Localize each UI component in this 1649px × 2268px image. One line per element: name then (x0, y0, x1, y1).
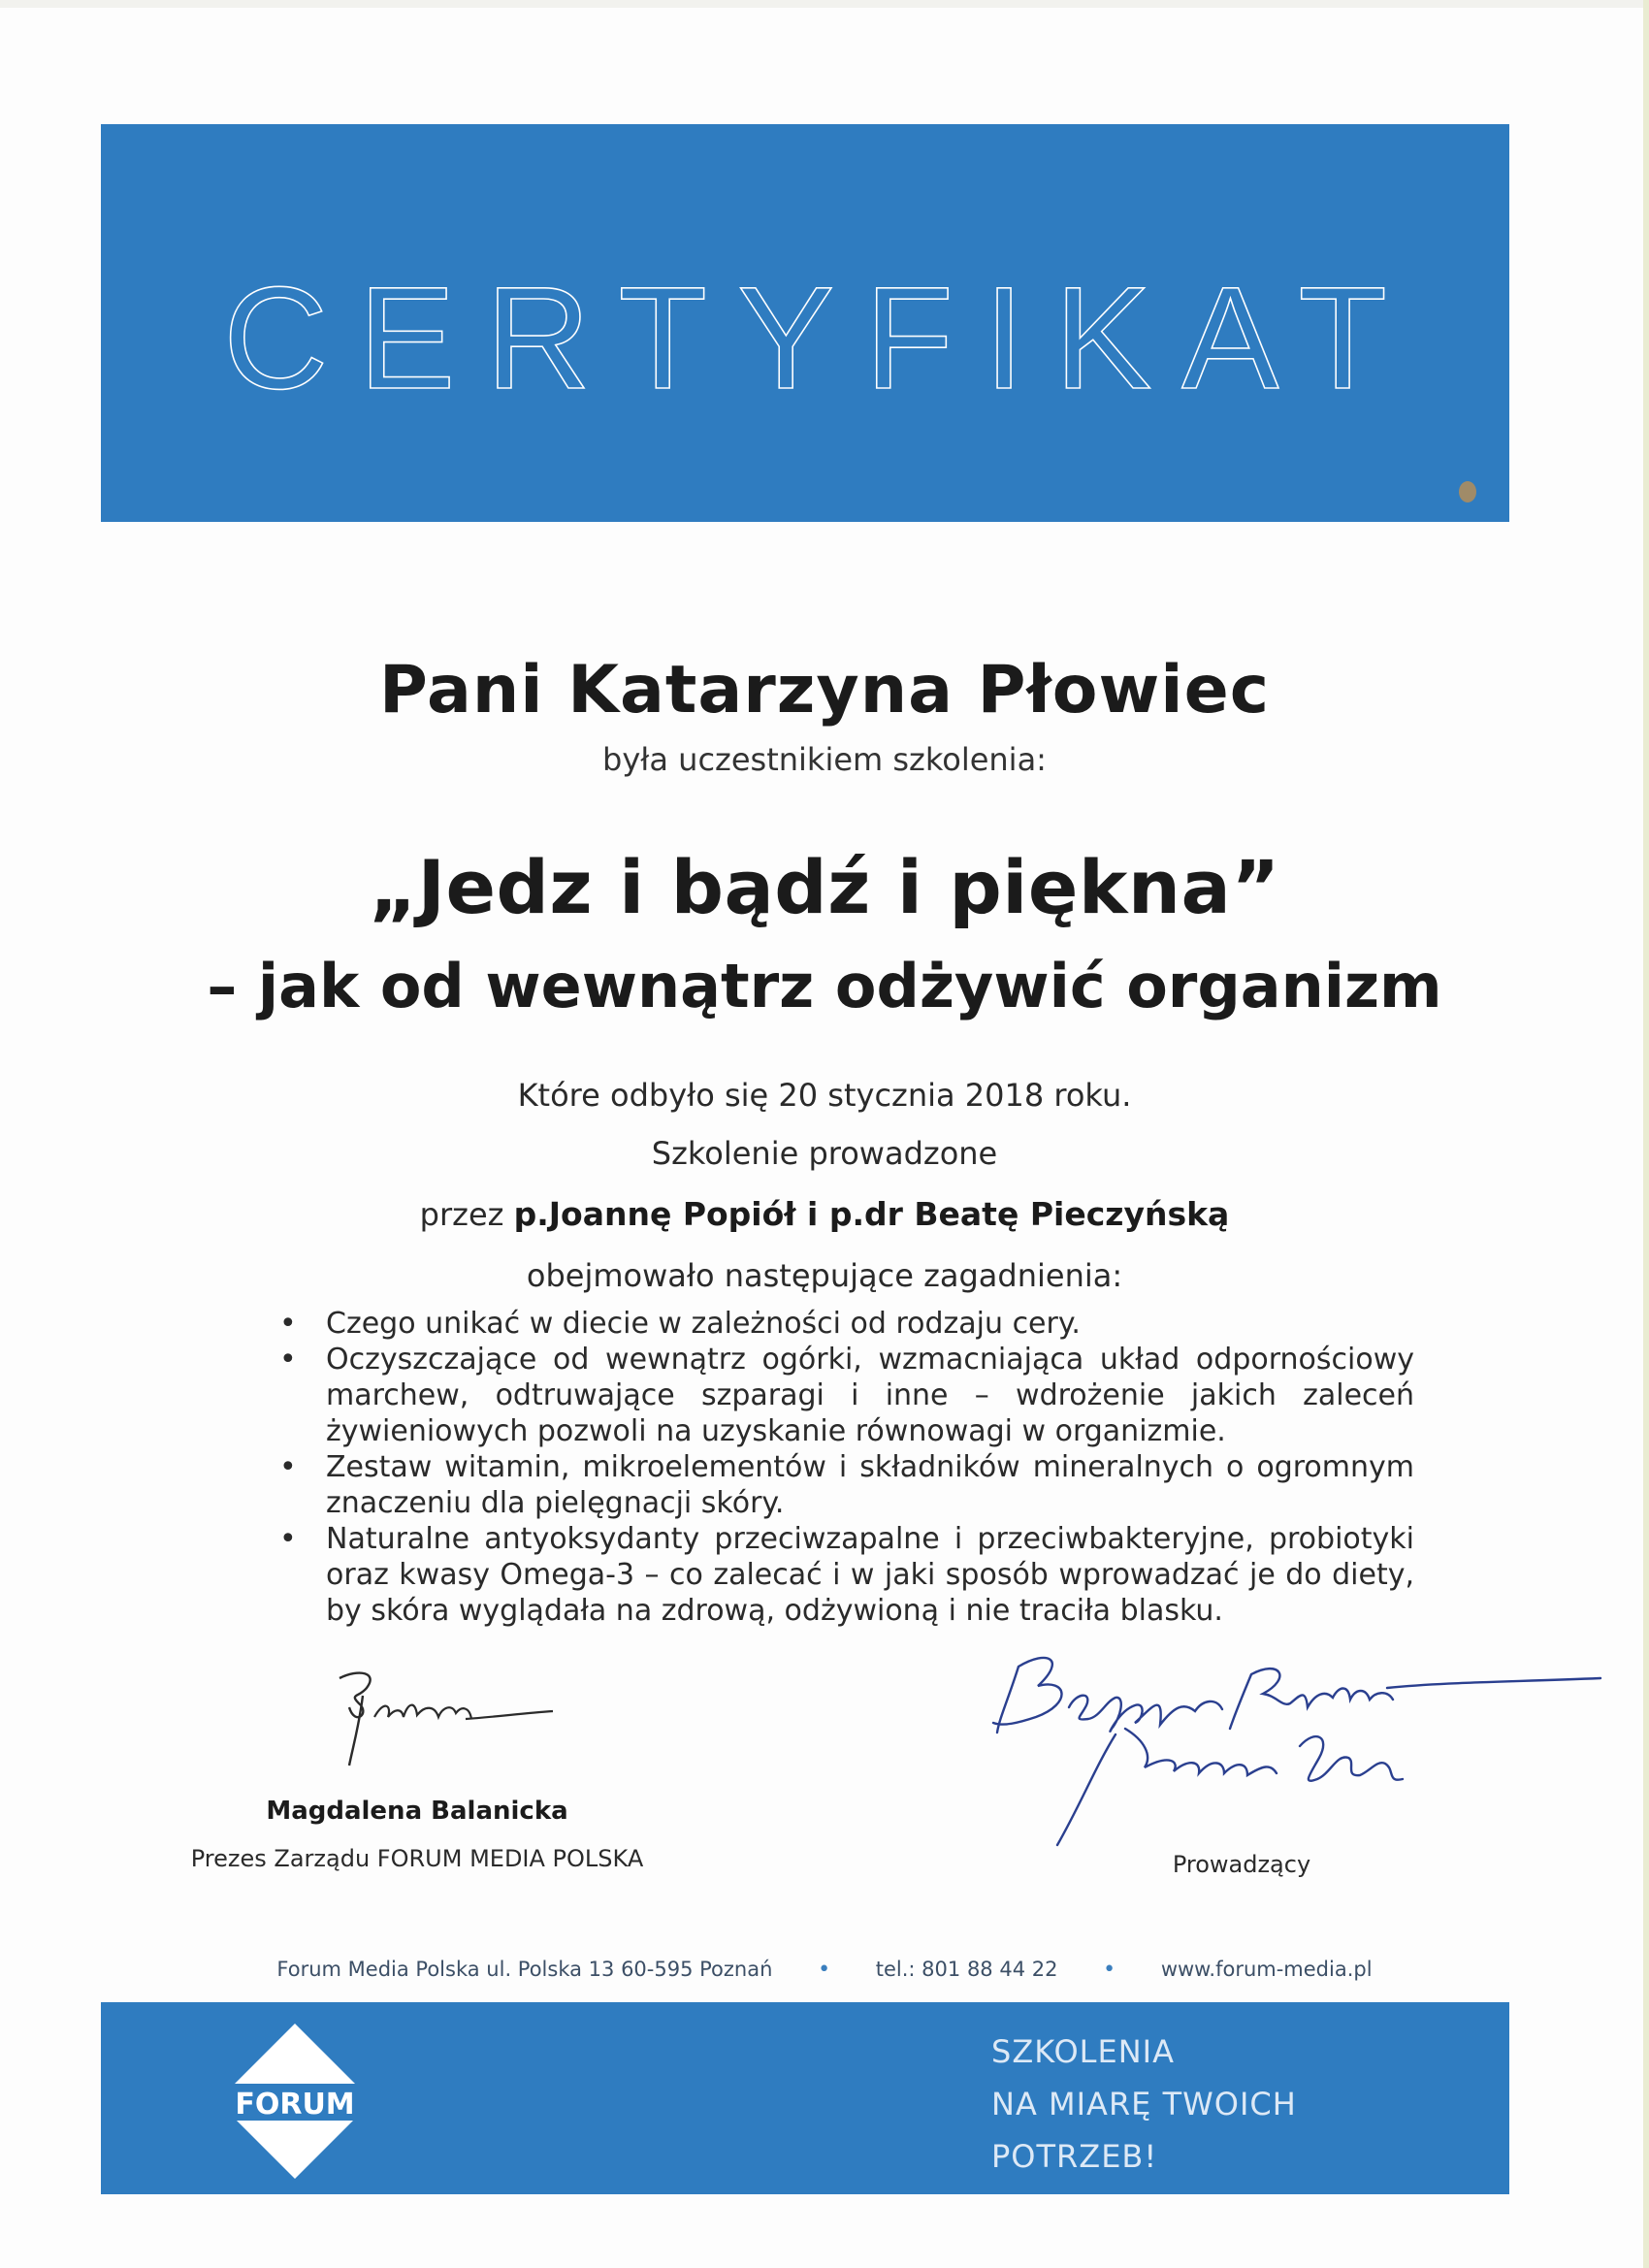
topic-text: Oczyszczające od wewnątrz ogórki, wzmacniająca układ odpornościowy marchew, odtruwające szparagi i inne – wdrożenie jakich zaleceń żywieniowych pozwoli na uzyskanie równowagi w organizmie. (326, 1343, 1414, 1448)
signer-role: Prezes Zarządu FORUM MEDIA POLSKA (190, 1845, 644, 1872)
scan-edge-top (0, 0, 1649, 8)
separator-dot-icon: • (818, 1958, 831, 1982)
right-signatures (980, 1639, 1610, 1872)
slogan (991, 2025, 1297, 2183)
topics-intro: obejmowało następujące zagadnienia: (526, 1257, 1123, 1294)
scan-edge-right (1643, 0, 1649, 2268)
bullet-icon: • (279, 1522, 297, 1556)
header-banner (101, 124, 1509, 522)
left-signature (320, 1649, 572, 1775)
slogan-line: SZKOLENIA (991, 2033, 1175, 2070)
training-title: „Jedz i bądź i piękna” (369, 844, 1280, 930)
bullet-icon: • (279, 1343, 297, 1377)
signer-name: Magdalena Balanicka (266, 1797, 568, 1826)
participant-status: była uczestnikiem szkolenia: (602, 741, 1047, 778)
slogan-line: NA MIARĘ TWOICH (991, 2086, 1297, 2122)
topic-item (275, 1306, 1414, 1342)
trainers-role: Prowadzący (1172, 1851, 1311, 1878)
forum-logo-icon (213, 2020, 376, 2183)
footer-address: Forum Media Polska ul. Polska 13 60-595 Poznań (276, 1958, 773, 1981)
topic-text: Naturalne antyoksydanty przeciwzapalne i przeciwbakteryjne, probiotyki oraz kwasy Omega-3 – co zalecać i w jaki sposób wprowadzać je do diety, by skóra wyglądała na zdrową, odżywioną i nie traciła blasku. (326, 1522, 1414, 1628)
topic-item (275, 1449, 1414, 1521)
slogan-line: POTRZEB! (991, 2138, 1158, 2175)
training-trainers-line (0, 1195, 1649, 1233)
participant-name: Pani Katarzyna Płowiec (378, 652, 1271, 729)
training-date: Które odbyło się 20 stycznia 2018 roku. (517, 1077, 1132, 1114)
topic-text: Czego unikać w diecie w zależności od rodzaju cery. (326, 1307, 1081, 1341)
training-subtitle: – jak od wewnątrz odżywić organizm (207, 951, 1442, 1021)
footer-banner (101, 2002, 1509, 2194)
footer-website: www.forum-media.pl (1160, 1958, 1373, 1981)
bullet-icon: • (279, 1450, 297, 1484)
certificate-title-graphic (101, 124, 1509, 522)
forum-logo-text: FORUM (235, 2088, 355, 2122)
footer-contact (0, 1958, 1649, 1982)
separator-dot-icon: • (1103, 1958, 1116, 1982)
training-conducted-line: Szkolenie prowadzone (651, 1135, 998, 1172)
scan-speck (1459, 481, 1476, 502)
certificate-title: CERTYFIKAT (223, 256, 1387, 419)
topic-item (275, 1342, 1414, 1449)
topic-text: Zestaw witamin, mikroelementów i składników mineralnych o ogromnym znaczeniu dla pielęgnacji skóry. (326, 1450, 1414, 1520)
bullet-icon: • (279, 1307, 297, 1341)
trainers-names: p.Joannę Popiół i p.dr Beatę Pieczyńską (513, 1195, 1230, 1233)
topics-list (275, 1306, 1414, 1629)
trainers-prefix: przez (419, 1196, 504, 1233)
topic-item (275, 1521, 1414, 1629)
footer-phone: tel.: 801 88 44 22 (875, 1958, 1058, 1981)
